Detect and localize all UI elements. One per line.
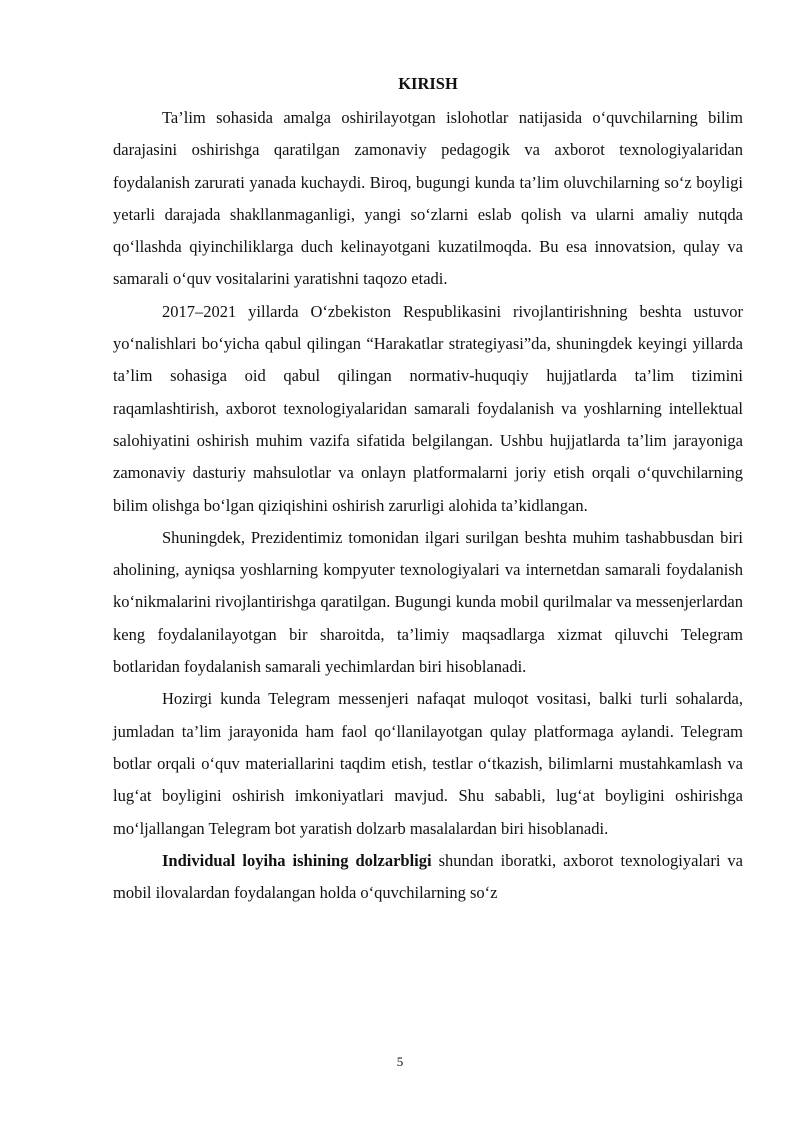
- relevance-bold-lead: Individual loyiha ishining dolzarbligi: [162, 850, 432, 870]
- paragraph-relevance: [113, 845, 743, 910]
- section-title: KIRISH: [398, 74, 458, 93]
- paragraph-telegram: Hozirgi kunda Telegram messenjeri nafaqat muloqot vositasi, balki turli sohalarda, jumladan ta’lim jarayonida ham faol qo‘llanilayotgan qulay platformaga aylandi. Telegram botlar orqali o‘quv materiallarini taqdim etish, testlar o‘tkazish, bilimlarni mustahkamlash va lug‘at boyligini oshirish imkoniyatlari mavjud. Shu sababli, lug‘at boyligini oshirishga mo‘ljallangan Telegram bot yaratish dolzarb masalalardan biri hisoblanadi.: [113, 689, 743, 838]
- paragraph-initiatives: Shuningdek, Prezidentimiz tomonidan ilgari surilgan beshta muhim tashabbusdan biri aholining, ayniqsa yoshlarning kompyuter texnologiyalari va internetdan samarali foydalanish ko‘nikmalarini rivojlantirishga qaratilgan. Bugungi kunda mobil qurilmalar va messenjerlardan keng foydalanilayotgan bir sharoitda, ta’limiy maqsadlarga xizmat qiluvchi Telegram botlaridan foydalanish samarali yechimlardan biri hisoblanadi.: [113, 527, 743, 677]
- relevance-text: shundan iboratki, axborot texnologiyalari va mobil ilovalardan foydalangan holda o‘quvchilarning so‘z: [113, 850, 744, 903]
- page-number: 5: [396, 1054, 404, 1069]
- document-page: [113, 72, 743, 909]
- paragraph-strategy: 2017–2021 yillarda O‘zbekiston Respublikasini rivojlantirishning beshta ustuvor yo‘nalishlari bo‘yicha qabul qilingan “Harakatlar strategiyasi”da, shuningdek keyingi yillarda ta’lim sohasiga oid qabul qilingan normativ-huquqiy hujjatlarda ta’lim tizimini raqamlashtirish, axborot texnologiyalaridan samarali foydalanish va yoshlarning intellektual salohiyatini oshirish muhim vazifa sifatida belgilangan. Ushbu hujjatlarda ta’lim jarayoniga zamonaviy dasturiy mahsulotlar va onlayn platformalarni joriy etish orqali o‘quvchilarning bilim olishga bo‘lgan qiziqishini oshirish zarurligi alohida ta’kidlangan.: [113, 301, 743, 515]
- paragraph-intro: Ta’lim sohasida amalga oshirilayotgan islohotlar natijasida o‘quvchilarning bilim darajasini oshirishga qaratilgan zamonaviy pedagogik va axborot texnologiyalaridan foydalanish zarurati yanada kuchaydi. Biroq, bugungi kunda ta’lim oluvchilarning so‘z boyligi yetarli darajada shakllanmaganligi, yangi so‘zlarni eslab qolish va ularni amaliy nutqda qo‘llashda qiyinchiliklarga duch kelinayotgani kuzatilmoqda. Bu esa innovatsion, qulay va samarali o‘quv vositalarini yaratishni taqozo etadi.: [113, 108, 743, 289]
